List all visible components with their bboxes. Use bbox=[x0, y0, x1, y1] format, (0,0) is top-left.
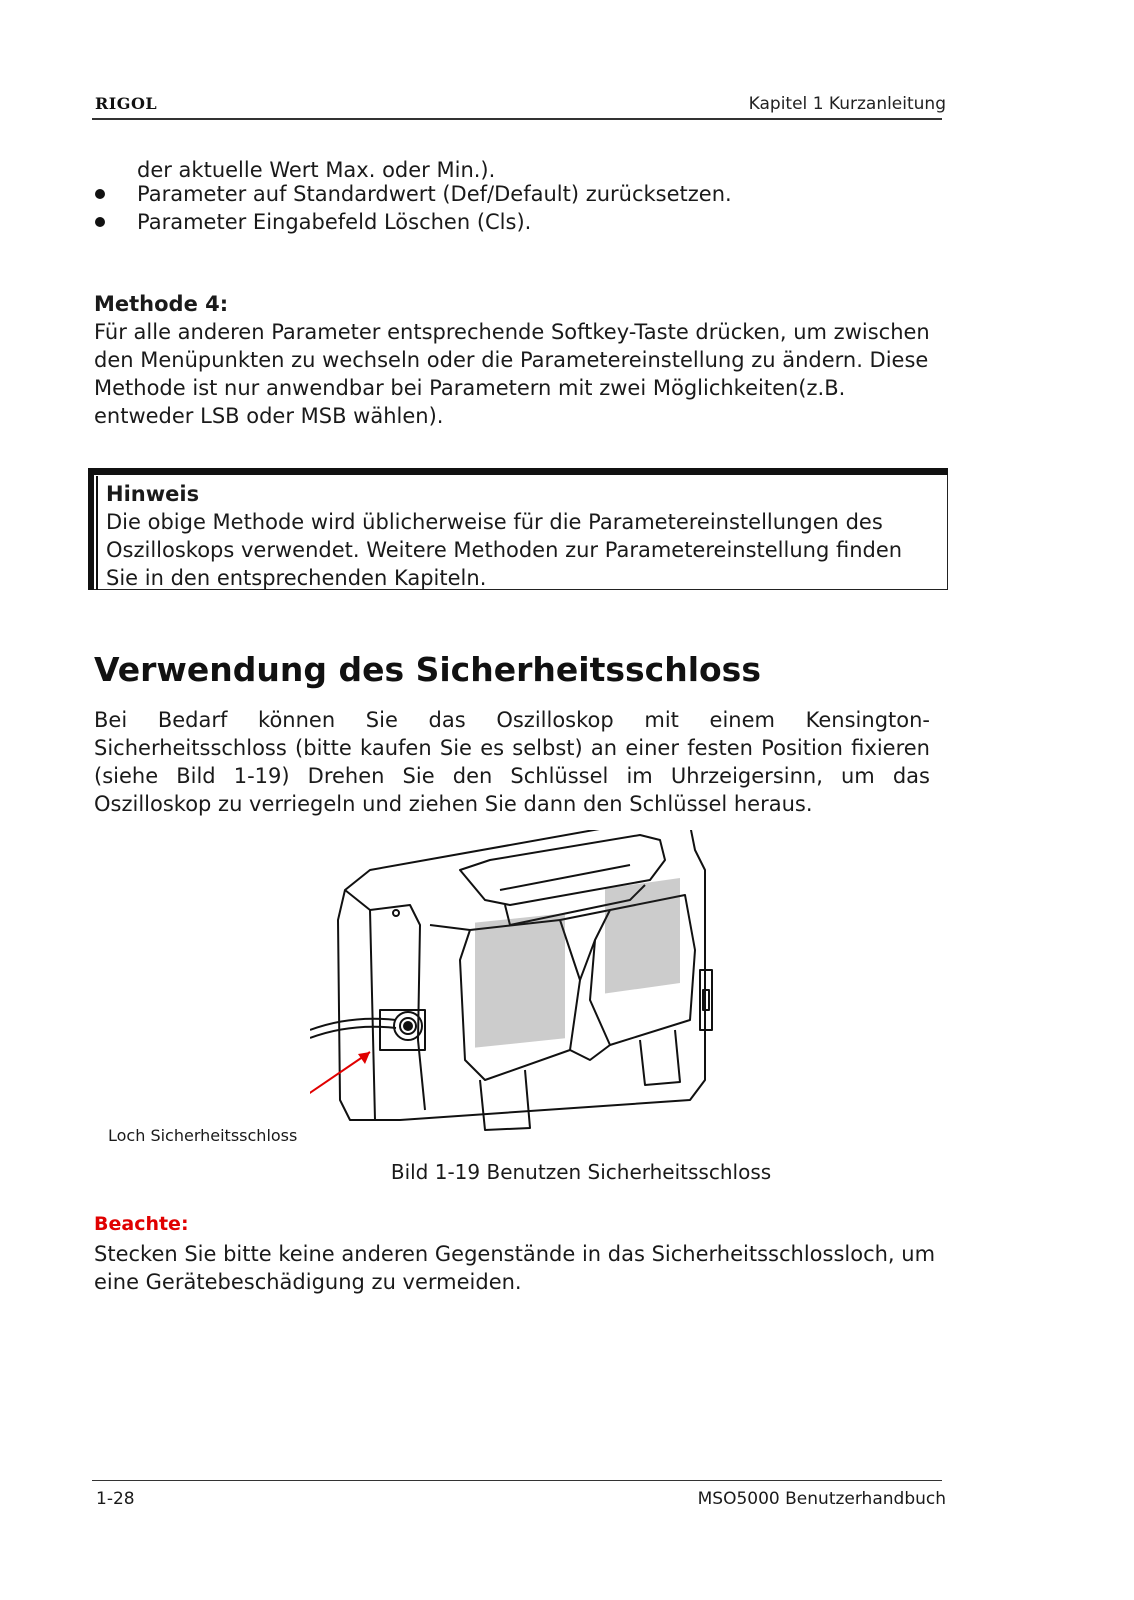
page-number: 1-28 bbox=[96, 1489, 135, 1509]
note-body: Die obige Methode wird üblicherweise für die Parametereinstellungen des Oszilloskops verwendet. Weitere Methoden zur Parametereinstellung finden Sie in den entsprechenden Kapiteln. bbox=[106, 510, 903, 590]
oscilloscope-rear-figure bbox=[310, 830, 730, 1150]
manual-title: MSO5000 Benutzerhandbuch bbox=[697, 1489, 946, 1509]
section-body: Bei Bedarf können Sie das Oszilloskop mit einem Kensington-Sicherheitsschloss (bitte kaufen Sie es selbst) an einer festen Position fixieren (siehe Bild 1-19) Drehen Sie den Schlüssel im Uhrzeigersinn, um das Oszilloskop zu verriegeln und ziehen Sie dann den Schlüssel heraus. bbox=[94, 708, 930, 816]
bullet-icon bbox=[95, 217, 105, 227]
list-continuation: der aktuelle Wert Max. oder Min.). bbox=[137, 158, 496, 182]
bullet-icon bbox=[95, 189, 105, 199]
note-title: Hinweis bbox=[106, 482, 200, 506]
warning-body: Stecken Sie bitte keine anderen Gegenstände in das Sicherheitsschlossloch, um eine Gerätebeschädigung zu vermeiden. bbox=[94, 1242, 936, 1294]
note-border-left bbox=[88, 468, 94, 590]
section-heading: Verwendung des Sicherheitsschloss bbox=[94, 650, 761, 689]
header-rule bbox=[92, 118, 942, 120]
method-title: Methode 4: bbox=[94, 292, 229, 316]
list-item: Parameter auf Standardwert (Def/Default) zurücksetzen. bbox=[137, 182, 732, 206]
warning-title: Beachte: bbox=[94, 1213, 189, 1235]
chapter-title: Kapitel 1 Kurzanleitung bbox=[748, 94, 946, 114]
figure-caption: Bild 1-19 Benutzen Sicherheitsschloss bbox=[390, 1160, 772, 1184]
brand-logo: RIGOL bbox=[95, 94, 158, 113]
list-item: Parameter Eingabefeld Löschen (Cls). bbox=[137, 210, 532, 234]
figure-callout: Loch Sicherheitsschloss bbox=[108, 1126, 298, 1145]
note-border-top bbox=[88, 468, 948, 475]
footer-rule bbox=[92, 1480, 942, 1481]
method-body: Für alle anderen Parameter entsprechende Softkey-Taste drücken, um zwischen den Menüpunkten zu wechseln oder die Parametereinstellung zu ändern. Diese Methode ist nur anwendbar bei Parametern mit zwei Möglichkeiten(z.B. entweder LSB oder MSB wählen). bbox=[94, 320, 930, 428]
note-border-left-inner bbox=[96, 476, 98, 590]
